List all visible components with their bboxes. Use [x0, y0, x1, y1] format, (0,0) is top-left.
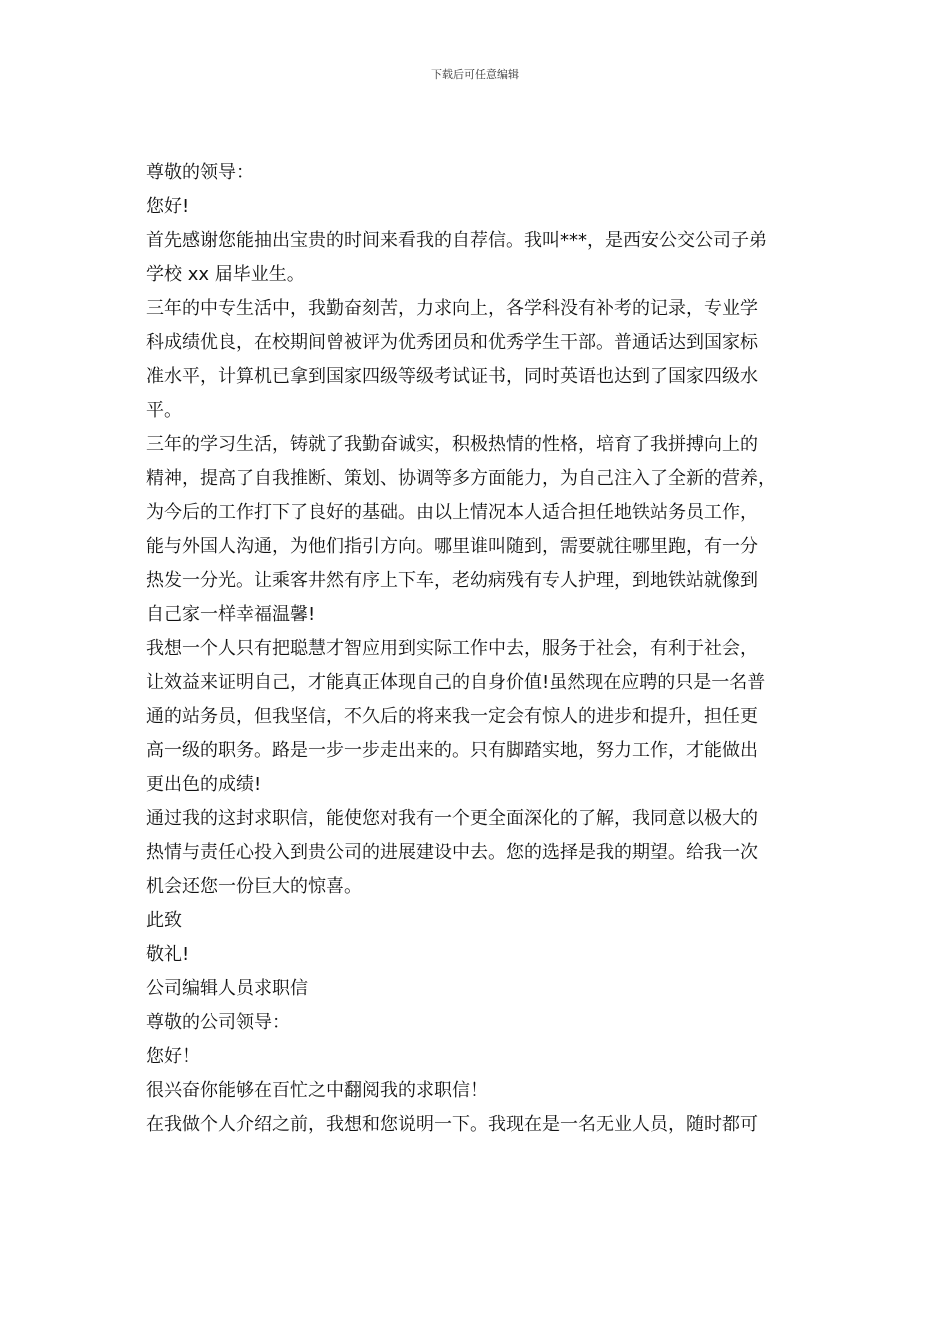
text-line: 敬礼! — [146, 944, 190, 965]
text-line: 此致 — [146, 910, 182, 931]
text-line: 准水平，计算机已拿到国家四级等级考试证书，同时英语也达到了国家四级水 — [146, 366, 758, 387]
text-line: 尊敬的公司领导： — [146, 1012, 290, 1033]
text-line: 在我做个人介绍之前，我想和您说明一下。我现在是一名无业人员，随时都可 — [146, 1114, 758, 1135]
text-line: 平。 — [146, 400, 182, 421]
text-line: 让效益来证明自己，才能真正体现自己的自身价值!虽然现在应聘的只是一名普 — [146, 672, 766, 693]
document-body — [146, 156, 826, 1142]
text-line: 通的站务员，但我坚信，不久后的将来我一定会有惊人的进步和提升，担任更 — [146, 706, 758, 727]
text-line: 科成绩优良，在校期间曾被评为优秀团员和优秀学生干部。普通话达到国家标 — [146, 332, 758, 353]
text-line: 高一级的职务。路是一步一步走出来的。只有脚踏实地，努力工作，才能做出 — [146, 740, 758, 761]
text-line: 首先感谢您能抽出宝贵的时间来看我的自荐信。我叫***，是西安公交公司子弟 — [146, 230, 767, 251]
page-header: 下载后可任意编辑 — [431, 68, 519, 81]
text-line: 我想一个人只有把聪慧才智应用到实际工作中去，服务于社会，有利于社会， — [146, 638, 758, 659]
text-line: 自己家一样幸福温馨! — [146, 604, 316, 625]
text-line: 为今后的工作打下了良好的基础。由以上情况本人适合担任地铁站务员工作， — [146, 502, 758, 523]
text-line: 学校 xx 届毕业生。 — [146, 264, 305, 285]
text-line: 很兴奋你能够在百忙之中翻阅我的求职信！ — [146, 1080, 488, 1101]
text-line: 您好! — [146, 196, 190, 217]
text-line: 通过我的这封求职信，能使您对我有一个更全面深化的了解，我同意以极大的 — [146, 808, 758, 829]
text-line: 精神，提高了自我推断、策划、协调等多方面能力，为自己注入了全新的营养， — [146, 468, 776, 489]
text-line: 尊敬的领导： — [146, 162, 254, 183]
text-line: 三年的中专生活中，我勤奋刻苦，力求向上，各学科没有补考的记录，专业学 — [146, 298, 758, 319]
text-line: 能与外国人沟通，为他们指引方向。哪里谁叫随到，需要就往哪里跑，有一分 — [146, 536, 758, 557]
text-line: 更出色的成绩! — [146, 774, 262, 795]
text-line: 公司编辑人员求职信 — [146, 978, 308, 999]
text-line: 热情与责任心投入到贵公司的进展建设中去。您的选择是我的期望。给我一次 — [146, 842, 758, 863]
text-line: 热发一分光。让乘客井然有序上下车，老幼病残有专人护理，到地铁站就像到 — [146, 570, 758, 591]
text-line: 机会还您一份巨大的惊喜。 — [146, 876, 362, 897]
text-line: 您好！ — [146, 1046, 200, 1067]
text-line: 三年的学习生活，铸就了我勤奋诚实，积极热情的性格，培育了我拼搏向上的 — [146, 434, 758, 455]
